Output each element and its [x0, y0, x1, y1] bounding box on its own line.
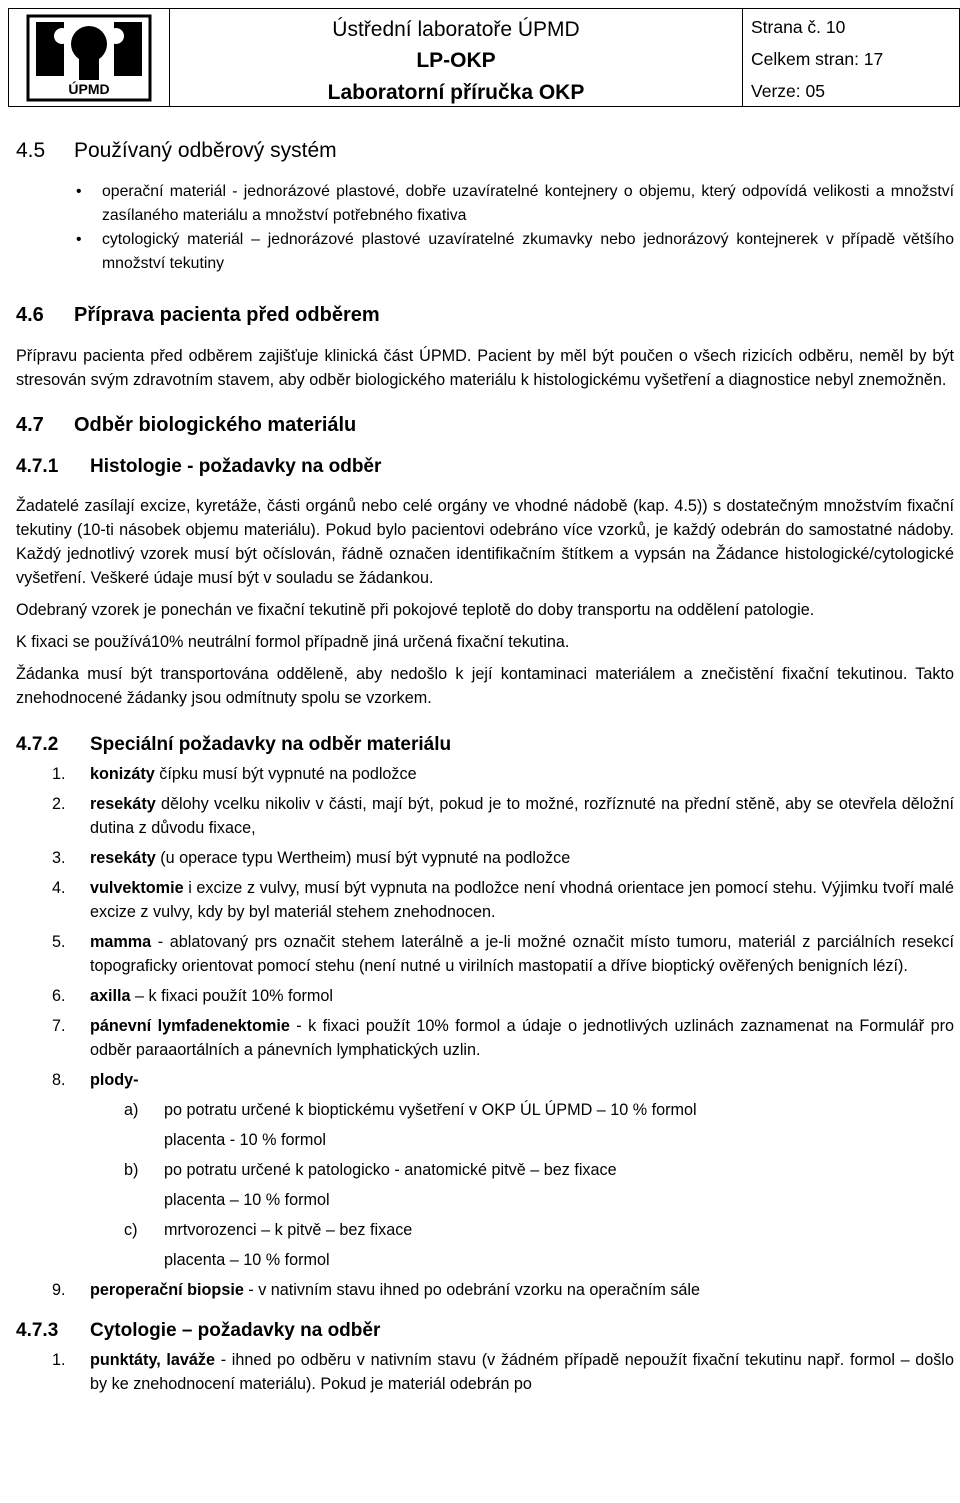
heading-4-7	[16, 412, 954, 438]
item-text: – k fixaci použít 10% formol	[130, 987, 333, 1005]
page-total: Celkem stran: 17	[751, 49, 884, 69]
placenta-note: placenta - 10 % formol	[164, 1131, 326, 1149]
item-number: 9.	[52, 1281, 66, 1299]
numbered-list	[16, 762, 954, 1302]
paragraph: Žadatelé zasílají excize, kyretáže, části orgánů nebo celé orgány ve vhodné nádobě (kap. 4.5)) s dostatečným množstvím fixační tekutiny (10-ti násobek objemu materiálu). Pokud bylo pacientovi odebráno více vzorků, je každý odebrán do samostatné nádoby. Každý jednotlivý vzorek musí být očíslován, řádně označen identifikačním štítkem a vypsán na Žádance histologické/cytologické vyšetření. Veškeré údaje musí být v souladu se žádankou.	[16, 497, 954, 587]
page-number: Strana č. 10	[751, 17, 846, 37]
item-text: po potratu určené k patologicko - anatomické pitvě – bez fixace	[164, 1161, 617, 1179]
heading-text: Používaný odběrový systém	[74, 139, 337, 162]
heading-4-7-2	[16, 732, 954, 758]
item-text: (u operace typu Wertheim) musí být vypnuté na podložce	[155, 849, 571, 867]
list-item	[16, 1068, 954, 1272]
logo-text: ÚPMD	[68, 80, 110, 97]
item-text: mrtvorozenci – k pitvě – bez fixace	[164, 1221, 413, 1239]
item-letter: c)	[124, 1221, 138, 1239]
sub-list-item	[90, 1218, 954, 1272]
list-item	[16, 846, 954, 870]
list-item	[16, 792, 954, 840]
header-code: LP-OKP	[416, 49, 496, 72]
item-letter: a)	[124, 1101, 139, 1119]
item-term: axilla	[90, 987, 131, 1005]
item-term: pánevní lymfadenektomie	[90, 1017, 290, 1035]
header-doc-title: Laboratorní příručka OKP	[327, 81, 585, 104]
list-item: • cytologický materiál – jednorázové plastové uzavíratelné zkumavky nebo jednorázový kontejnerek v případě většího množství tekutiny	[16, 228, 954, 276]
item-term: konizáty	[90, 765, 155, 783]
heading-text: Odběr biologického materiálu	[74, 414, 357, 436]
heading-number: 4.6	[16, 304, 44, 326]
page-content	[16, 128, 954, 1402]
heading-text: Speciální požadavky na odběr materiálu	[90, 734, 452, 755]
item-number: 8.	[52, 1071, 66, 1089]
heading-4-7-3	[16, 1318, 954, 1344]
heading-4-5	[16, 138, 954, 164]
list-item	[16, 762, 954, 786]
list-item	[16, 984, 954, 1008]
list-item	[16, 930, 954, 978]
upmd-logo-icon	[26, 14, 152, 102]
item-text: - k fixaci použít 10% formol a údaje o jednotlivých uzlinách zaznamenat na Formulář pro odběr paraaortálních a pánevních lymphatických uzlin.	[90, 1017, 954, 1059]
list-item	[16, 1348, 954, 1396]
item-text: i excize z vulvy, musí být vypnuta na podložce není vhodná orientace jen pomocí stehu. Výjimku tvoří malé excize z vulvy, kdy by byl materiál stehem znehodnocen.	[90, 879, 954, 921]
item-term: vulvektomie	[90, 879, 184, 897]
item-term: resekáty	[90, 795, 156, 813]
item-number: 5.	[52, 933, 66, 951]
item-term: peroperační biopsie	[90, 1281, 244, 1299]
item-number: 1.	[52, 1351, 66, 1369]
item-text: po potratu určené k bioptickému vyšetření v OKP ÚL ÚPMD – 10 % formol	[164, 1101, 697, 1119]
paragraph: Přípravu pacienta před odběrem zajišťuje klinická část ÚPMD. Pacient by měl být poučen o všech rizicích odběru, neměl by být stresován svým zdravotním stavem, aby odběr biologického materiálu k histologickému vyšetření a diagnostice nebyl znemožněn.	[16, 347, 954, 389]
paragraph: K fixaci se používá10% neutrální formol případně jiná určená fixační tekutina.	[16, 633, 570, 651]
list-item: • operační materiál - jednorázové plastové, dobře uzavíratelné kontejnery o objemu, který odpovídá velikosti a množství zasílaného materiálu a množství potřebného fixativa	[16, 180, 954, 228]
list-item	[16, 1014, 954, 1062]
item-text: - ablatovaný prs označit stehem laterálně a je-li možné označit místo tumoru, materiál z parciálních resekcí topograficky orientovat pomocí stehu (není nutné u virilních mastopatií a dříve bioptický ověřených benigních lézí).	[90, 933, 954, 975]
heading-text: Histologie - požadavky na odběr	[90, 456, 382, 477]
placenta-note: placenta – 10 % formol	[164, 1191, 330, 1209]
heading-4-7-1	[16, 454, 954, 480]
heading-4-6	[16, 302, 954, 328]
heading-text: Příprava pacienta před odběrem	[74, 304, 380, 326]
paragraph: Odebraný vzorek je ponechán ve fixační tekutině při pokojové teplotě do doby transportu na oddělení patologie.	[16, 601, 815, 619]
header-org: Ústřední laboratoře ÚPMD	[332, 18, 580, 41]
item-number: 2.	[52, 795, 66, 813]
doc-version: Verze: 05	[751, 81, 825, 101]
header-meta	[743, 9, 959, 106]
bullet-list	[16, 180, 954, 276]
logo	[9, 9, 170, 106]
item-number: 7.	[52, 1017, 66, 1035]
heading-number: 4.7.3	[16, 1320, 59, 1341]
placenta-note: placenta – 10 % formol	[164, 1251, 330, 1269]
item-number: 1.	[52, 765, 66, 783]
heading-number: 4.7	[16, 414, 44, 436]
item-term: resekáty	[90, 849, 156, 867]
header-titles	[170, 9, 743, 106]
item-term: mamma	[90, 933, 152, 951]
item-term: punktáty, laváže	[90, 1351, 216, 1369]
heading-text: Cytologie – požadavky na odběr	[90, 1320, 381, 1341]
heading-number: 4.7.1	[16, 456, 59, 477]
list-item	[16, 1278, 954, 1302]
numbered-list	[16, 1348, 954, 1396]
item-term: plody-	[90, 1071, 139, 1089]
item-number: 3.	[52, 849, 66, 867]
item-text: - v nativním stavu ihned po odebrání vzorku na operačním sále	[243, 1281, 701, 1299]
heading-number: 4.7.2	[16, 734, 59, 755]
item-number: 4.	[52, 879, 66, 897]
item-letter: b)	[124, 1161, 139, 1179]
page-header	[8, 8, 960, 107]
sub-list-item	[90, 1098, 954, 1152]
item-number: 6.	[52, 987, 66, 1005]
sub-list	[90, 1098, 954, 1272]
item-text: - ihned po odběru v nativním stavu (v žádném případě nepoužít fixační tekutinu např. formol – došlo by ke znehodnocení materiálu). Pokud je materiál odebrán po	[90, 1351, 954, 1393]
heading-number: 4.5	[16, 139, 46, 162]
list-item	[16, 876, 954, 924]
item-text: dělohy vcelku nikoliv v části, mají být, pokud je to možné, rozříznuté na přední stěně, aby se otevřela děložní dutina z důvodu fixace,	[90, 795, 954, 837]
item-text: čípku musí být vypnuté na podložce	[154, 765, 417, 783]
paragraph: Žádanka musí být transportována odděleně, aby nedošlo k její kontaminaci materiálem a znečistění fixační tekutinou. Takto znehodnocené žádanky jsou odmítnuty spolu se vzorkem.	[16, 665, 954, 707]
sub-list-item	[90, 1158, 954, 1212]
